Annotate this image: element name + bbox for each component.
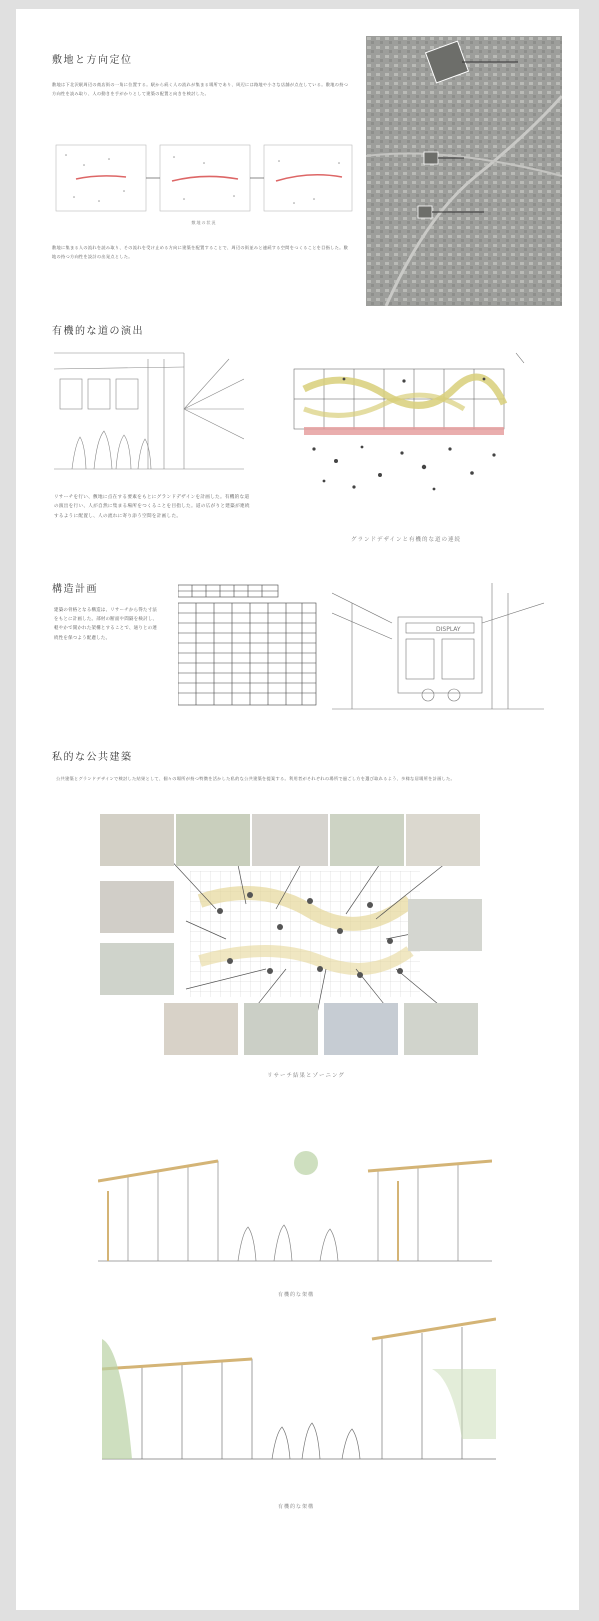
- section4-heading: 私的な公共建築: [52, 752, 133, 763]
- section4-caption: リサーチ結果とゾーニング: [267, 1073, 345, 1079]
- research-photo-10: [244, 1003, 318, 1055]
- section1-heading: 敷地と方向定位: [52, 55, 133, 66]
- sheet: [16, 9, 579, 1610]
- render2-caption: 有機的な架構: [277, 1504, 314, 1510]
- section1-para2: 敷地に集まる人の流れを読み取り、その流れを受け止める方向に建築を配置することで、周辺の街並みと連続する空間をつくることを目指した。敷地の持つ方向性を設計の出発点とした。: [52, 245, 349, 259]
- research-photo-1: [100, 814, 174, 866]
- section3-heading: 構造計画: [52, 584, 98, 595]
- research-photo-2: [176, 814, 250, 866]
- perspective-render-2: [102, 1309, 496, 1474]
- research-photo-6: [100, 881, 174, 933]
- display-sign: DISPLAY: [436, 626, 461, 633]
- research-photo-7: [408, 899, 482, 951]
- research-photo-9: [164, 1003, 238, 1055]
- section1-para1: 敷地は下北沢駅周辺の商店街の一角に位置する。駅から続く人の流れが集まる場所であり、周辺には路地や小さな店舗が点在している。敷地の持つ方向性を読み取り、人の動きを手がかりとして建築の配置と向きを検討した。: [52, 82, 349, 96]
- section1-diagram-caption: 敷地の状況: [191, 220, 217, 225]
- research-photo-3: [252, 814, 328, 866]
- research-photo-12: [404, 1003, 478, 1055]
- research-photo-11: [324, 1003, 398, 1055]
- section2-para: リサーチを行い、敷地に点在する要素をもとにグランドデザインを計画した。有機的な道の演出を行い、人が自然に集まる場所をつくることを目指した。道の広がりと建築が連続するように配置し、人の流れに寄り添う空間を計画した。: [54, 495, 250, 519]
- section4-para: 公共建築とグランドデザインで検討した結果として、個々の場所が持つ特徴を活かした私的な公共建築を提案する。利用者がそれぞれの場所で過ごし方を選び取れるよう、多様な居場所を計画した。: [56, 776, 456, 781]
- render1-caption: 有機的な架構: [277, 1292, 314, 1298]
- research-photo-4: [330, 814, 404, 866]
- section3-para: 建築の骨格となる構造は、リサーチから得た寸法をもとに計画した。部材の断面や間隔を検討し、軽やかで開かれた架構とすることで、通りとの連続性を保つよう配慮した。: [54, 608, 158, 641]
- research-photo-8: [100, 943, 174, 995]
- perspective-render-1: [98, 1141, 492, 1281]
- section2-caption: グランドデザインと有機的な道の連続: [350, 537, 462, 543]
- section2-heading: 有機的な道の演出: [52, 326, 144, 337]
- research-photo-5: [406, 814, 480, 866]
